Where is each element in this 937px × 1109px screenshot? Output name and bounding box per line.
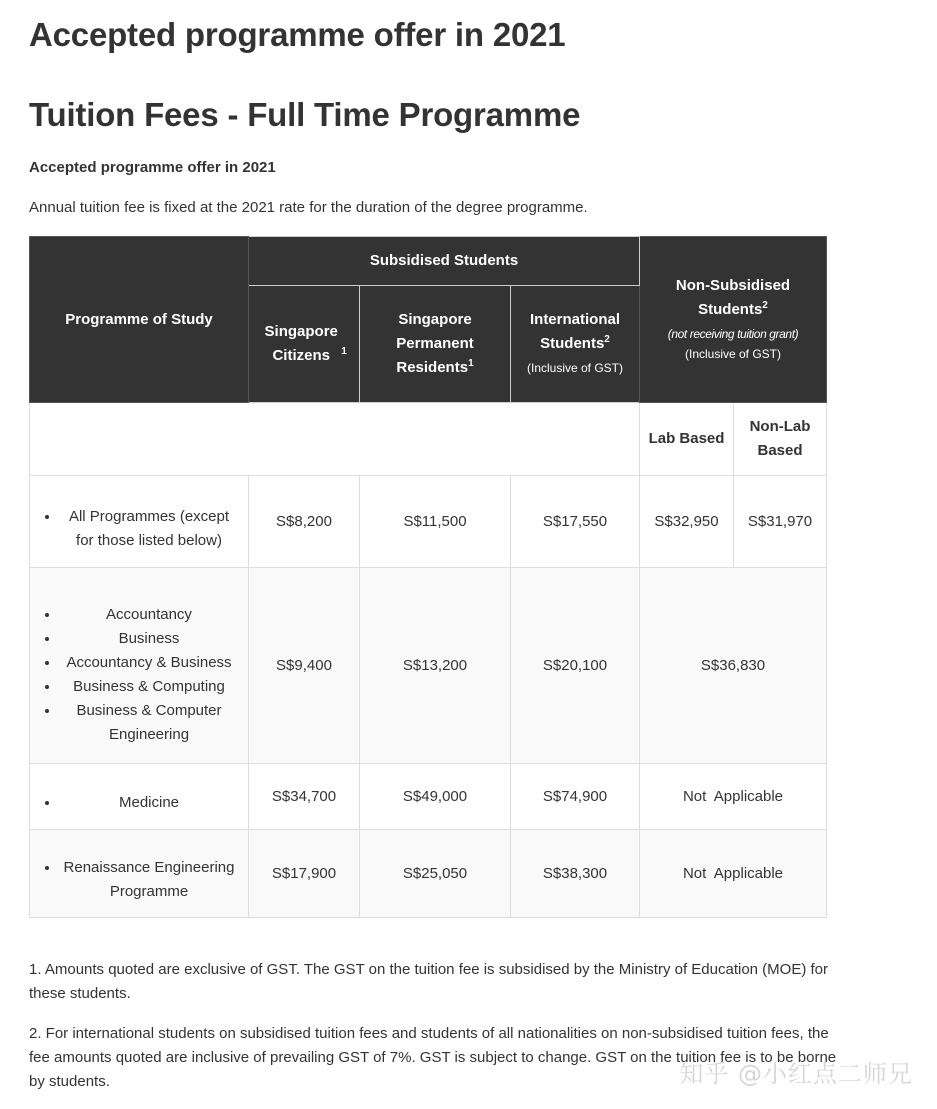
table-row [30,764,827,830]
list-item: • Accountancy [60,603,248,627]
fee-pr: S$49,000 [360,764,511,830]
list-item: • All Programmes (except for those listed below) [60,505,248,553]
header-lab-based: Lab Based [640,403,734,476]
tuition-fee-table [29,236,827,918]
table-row [30,830,827,918]
header-non-subsidised-students: Non-Subsidised Students$^2$ (not receiving tuition grant) (Inclusive of GST) [640,237,827,403]
fee-lab-based: S$32,950 [640,476,734,568]
programme-cell [30,830,249,918]
fee-pr: S$11,500 [360,476,511,568]
header-subsidised-students: Subsidised Students [249,237,640,286]
fee-international: S$20,100 [511,568,640,764]
programme-cell [30,764,249,830]
fee-non-subsidised: Not Applicable [640,830,827,918]
header-programme-of-study: Programme of Study [30,237,249,403]
table-row [30,476,827,568]
fee-non-subsidised: S$36,830 [640,568,827,764]
header-non-lab-based: Non-Lab Based [734,403,827,476]
blank-cell [30,403,640,476]
table-row [30,568,827,764]
subheading: Accepted programme offer in 2021 [29,159,276,176]
list-item: • Business & Computer Engineering [60,699,248,747]
header-singapore-pr: Singapore Permanent Residents$^1$ [360,286,511,403]
list-item: • Medicine [60,791,248,815]
fee-non-subsidised: Not Applicable [640,764,827,830]
footnote-1: 1. Amounts quoted are exclusive of GST. The GST on the tuition fee is subsidised by the Ministry of Education (MOE) for these students. [29,961,829,1002]
header-singapore-citizens: Singapore Citizens $^1$ [249,286,360,403]
list-item: • Business & Computing [60,675,248,699]
footnote-2: 2. For international students on subsidised tuition fees and students of all nationalities on non-subsidised tuition fees, the fee amounts quoted are inclusive of prevailing GST of 7%. GST is subject to change. GST on the tuition fee is to be borne by students. [29,1025,837,1090]
fee-pr: S$25,050 [360,830,511,918]
intro-text: Annual tuition fee is fixed at the 2021 rate for the duration of the degree programme. [29,199,588,216]
fee-citizens: S$34,700 [249,764,360,830]
page-title: Accepted programme offer in 2021 [29,16,566,53]
programme-cell [30,568,249,764]
fee-international: S$74,900 [511,764,640,830]
list-item: • Accountancy & Business [60,651,248,675]
section-title: Tuition Fees - Full Time Programme [29,96,581,133]
fee-international: S$17,550 [511,476,640,568]
list-item: • Renaissance Engineering Programme [60,856,248,904]
programme-cell [30,476,249,568]
fee-citizens: S$17,900 [249,830,360,918]
fee-international: S$38,300 [511,830,640,918]
watermark: 知乎 @小红点二师兄 [679,1060,913,1088]
fee-citizens: S$8,200 [249,476,360,568]
fee-citizens: S$9,400 [249,568,360,764]
header-international-students: International Students$^2$ (Inclusive of GST) [511,286,640,403]
list-item: • Business [60,627,248,651]
fee-non-lab-based: S$31,970 [734,476,827,568]
table-subheader-row [30,403,827,476]
fee-pr: S$13,200 [360,568,511,764]
